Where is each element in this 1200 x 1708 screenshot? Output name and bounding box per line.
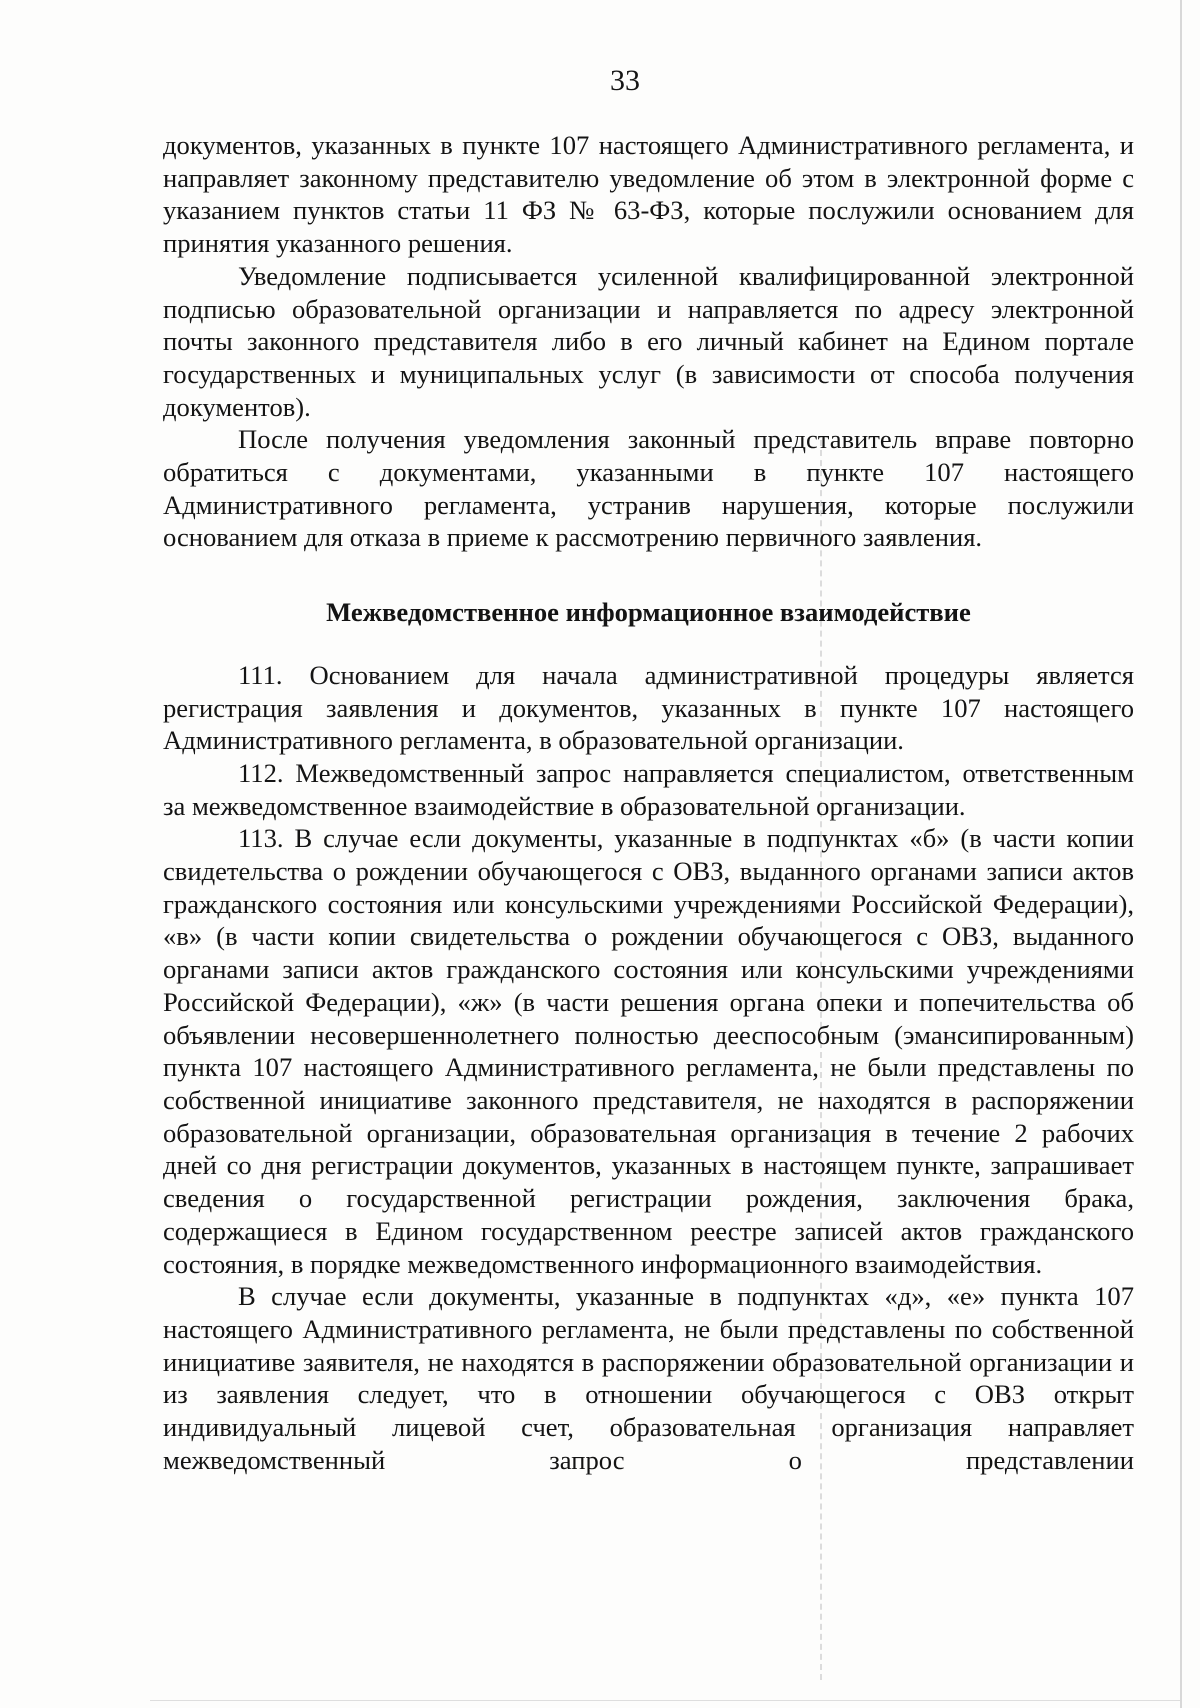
scan-edge-right	[1180, 0, 1182, 1708]
scan-edge-bottom	[150, 1700, 1180, 1701]
paragraph-112: 112. Межведомственный запрос направляется специалистом, ответственным за межведомственное взаимодействие в образовательной организации.	[163, 757, 1134, 821]
section-heading: Межведомственное информационное взаимодействие	[326, 597, 971, 628]
page-number: 33	[610, 64, 640, 97]
paragraph-113-continued: В случае если документы, указанные в подпунктах «д», «е» пункта 107 настоящего Административного регламента, не были представлены по собственной инициативе заявителя, не находятся в распоряжении образовательной организации и из заявления следует, что в отношении обучающегося с ОВЗ открыт индивидуальный лицевой счет, образовательная организация направляет межведомственный запрос о представлении	[163, 1281, 1134, 1475]
document-body	[163, 129, 1134, 1476]
paragraph-113: 113. В случае если документы, указанные в подпунктах «б» (в части копии свидетельства о рождении обучающегося с ОВЗ, выданного органами записи актов гражданского состояния или консульскими учреждениями Российской Федерации), «в» (в части копии свидетельства о рождении обучающегося с ОВЗ, выданного органами записи актов гражданского состояния или консульскими учреждениями Российской Федерации), «ж» (в части решения органа опеки и попечительства об объявлении несовершеннолетнего полностью дееспособным (эмансипированным) пункта 107 настоящего Административного регламента, не были представлены по собственной инициативе законного представителя, не находятся в распоряжении образовательной организации, образовательная организация в течение 2 рабочих дней со дня регистрации документов, указанных в настоящем пункте, запрашивает сведения о государственной регистрации рождения, заключения брака, содержащиеся в Едином государственном реестре записей актов гражданского состояния, в порядке межведомственного информационного взаимодействия.	[163, 823, 1134, 1279]
paragraph-notification-signature: Уведомление подписывается усиленной квалифицированной электронной подписью образовательной организации и направляется по адресу электронной почты законного представителя либо в его личный кабинет на Едином портале государственных и муниципальных услуг (в зависимости от способа получения документов).	[163, 260, 1134, 422]
paragraph-repeat-application: После получения уведомления законный представитель вправе повторно обратиться с документами, указанными в пункте 107 настоящего Административного регламента, устранив нарушения, которые послужили основанием для отказа в приеме к рассмотрению первичного заявления.	[163, 424, 1134, 553]
paragraph-111: 111. Основанием для начала административной процедуры является регистрация заявления и документов, указанных в пункте 107 настоящего Административного регламента, в образовательной организации.	[163, 659, 1134, 756]
paragraph-continuation: документов, указанных в пункте 107 настоящего Административного регламента, и направляет законному представителю уведомление об этом в электронной форме с указанием пунктов статьи 11 ФЗ № 63-ФЗ, которые послужили основанием для принятия указанного решения.	[163, 130, 1134, 259]
